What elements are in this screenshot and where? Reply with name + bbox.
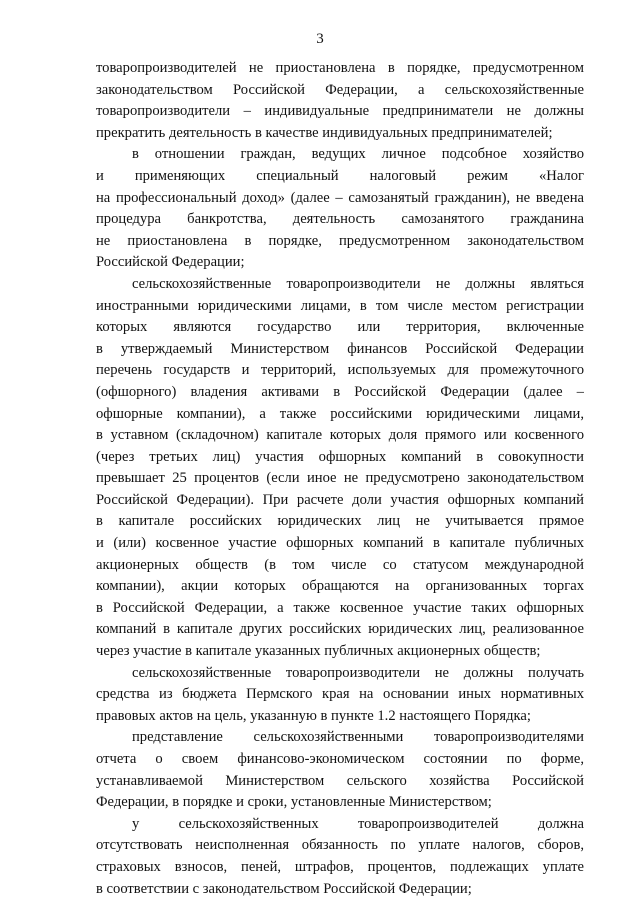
text-line: (через третьих лиц) участия офшорных компаний в совокупности: [96, 448, 584, 465]
text-line: устанавливаемой Министерством сельского хозяйства Российской: [96, 772, 584, 789]
text-line: сельскохозяйственные товаропроизводители не должны являться: [132, 275, 584, 292]
text-line: отсутствовать неисполненная обязанность по уплате налогов, сборов,: [96, 837, 584, 854]
page-number: 3: [316, 31, 324, 47]
text-line: процедура банкротства, деятельность самозанятого гражданина: [96, 211, 584, 228]
text-line: законодательством Российской Федерации, а сельскохозяйственные: [96, 81, 584, 98]
text-line: правовых актов на цель, указанную в пункте 1.2 настоящего Порядка;: [96, 707, 531, 724]
text-line: которых являются государство или территория, включенные: [96, 319, 584, 336]
text-line: в отношении граждан, ведущих личное подсобное хозяйство: [132, 146, 584, 163]
text-line: офшорные компании), а также российскими юридическими лицами,: [96, 405, 584, 422]
text-line: компании), акции которых обращаются на организованных торгах: [96, 578, 584, 595]
text-line: средства из бюджета Пермского края на основании иных нормативных: [96, 686, 584, 703]
text-line: страховых взносов, пеней, штрафов, процентов, подлежащих уплате: [96, 858, 584, 875]
text-line: перечень государств и территорий, используемых для промежуточного: [96, 362, 584, 379]
text-line: превышает 25 процентов (если иное не предусмотрено законодательством: [96, 470, 584, 487]
text-line: в Российской Федерации, а также косвенное участие таких офшорных: [96, 599, 584, 616]
text-line: в утверждаемый Министерством финансов Российской Федерации: [96, 340, 584, 357]
text-line: компаний в капитале других российских юридических лиц, реализованное: [96, 621, 584, 638]
text-line: и применяющих специальный налоговый режим «Налог: [96, 167, 584, 184]
text-line: Российской Федерации). При расчете доли участия офшорных компаний: [96, 491, 584, 508]
text-line: отчета о своем финансово-экономическом состоянии по форме,: [96, 751, 584, 767]
text-line: акционерных обществ (в том числе со статусом международной: [96, 556, 584, 573]
text-line: (офшорного) владения активами в Российской Федерации (далее –: [96, 383, 584, 400]
text-line: товаропроизводители – индивидуальные предприниматели не должны: [96, 103, 584, 120]
text-line: Российской Федерации;: [96, 254, 245, 271]
text-line: Федерации, в порядке и сроки, установленные Министерством;: [96, 794, 492, 811]
text-line: в уставном (складочном) капитале которых доля прямого или косвенного: [96, 427, 584, 444]
text-line: иностранными юридическими лицами, в том числе местом регистрации: [96, 297, 584, 314]
text-line: не приостановлена в порядке, предусмотренном законодательством: [96, 232, 584, 249]
text-line: через участие в капитале указанных публичных акционерных обществ;: [96, 643, 541, 660]
text-line: прекратить деятельность в качестве индивидуальных предпринимателей;: [96, 124, 553, 141]
text-line: в капитале российских юридических лиц не учитывается прямое: [96, 513, 584, 530]
text-line: сельскохозяйственные товаропроизводители не должны получать: [132, 664, 584, 681]
body-text: [96, 58, 584, 900]
text-line: на профессиональный доход» (далее – самозанятый гражданин), не введена: [96, 189, 584, 206]
text-line: товаропроизводителей не приостановлена в порядке, предусмотренном: [96, 60, 584, 76]
text-line: у сельскохозяйственных товаропроизводителей должна: [132, 815, 584, 832]
text-line: и (или) косвенное участие офшорных компаний в капитале публичных: [96, 535, 584, 552]
text-line: в соответствии с законодательством Российской Федерации;: [96, 880, 472, 897]
text-line: представление сельскохозяйственными товаропроизводителями: [132, 729, 584, 746]
